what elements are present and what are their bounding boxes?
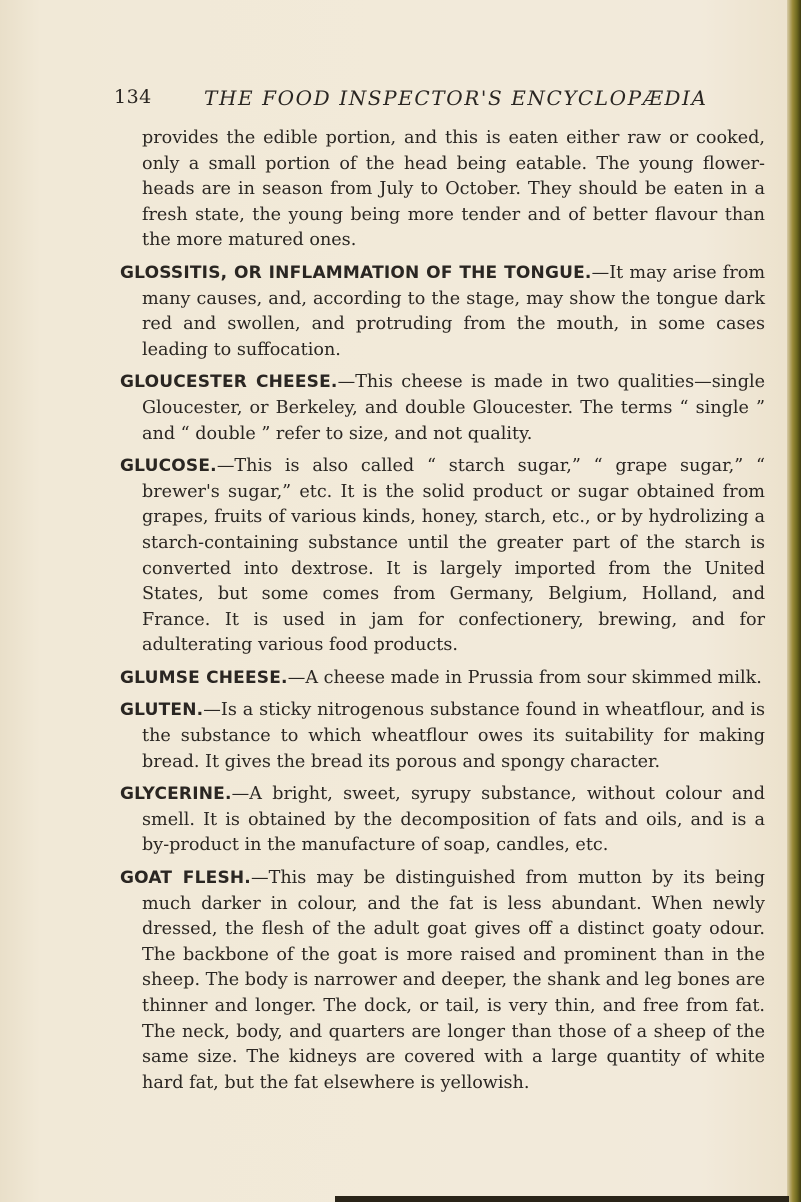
entry-glucose [120, 454, 765, 659]
entry-gluten [120, 698, 765, 775]
entry-glycerine [120, 782, 765, 859]
entry-text: —A bright, sweet, syrupy substance, without colour and smell. It is obtained by the decomposition of fats and oils, and is a by-product in the manufacture of soap, candles, etc. [142, 784, 765, 856]
entry-headword: GLUTEN. [120, 700, 204, 721]
entry-text: —Is a sticky nitrogenous substance found in wheatflour, and is the substance to which wheatflour owes its suitability for making bread. It gives the bread its porous and spongy character. [142, 700, 765, 772]
page-number: 134 [114, 86, 152, 108]
entry-headword: GLYCERINE. [120, 784, 232, 805]
entry-text: —It may arise from many causes, and, according to the stage, may show the tongue dark red and swollen, and protruding from the mouth, in some cases leading to suffocation. [142, 262, 766, 360]
page-body [120, 126, 765, 1103]
entry-headword: GLUCOSE. [120, 456, 217, 477]
page-edge-shadow [787, 0, 801, 1202]
entry-text: —This may be distinguished from mutton by its being much darker in colour, and the fat is less abundant. When newly dressed, the flesh of the adult goat gives off a distinct goaty odour. The backbone of the goat is more raised and prominent than in the sheep. The body is narrower and deeper, the shank and leg bones are thinner and longer. The dock, or tail, is very thin, and free from fat. The neck, body, and quarters are longer than those of a sheep of the same size. The kidneys are covered with a large quantity of white hard fat, but the fat elsewhere is yellowish. [142, 868, 765, 1093]
entry-gloucester-cheese [120, 370, 765, 447]
entry-headword: GOAT FLESH. [120, 868, 251, 889]
entry-headword: GLOUCESTER CHEESE. [120, 372, 338, 393]
bottom-rule [335, 1196, 789, 1202]
entry-glumse-cheese [120, 666, 765, 692]
entry-goat-flesh [120, 866, 765, 1096]
entry-text: —This cheese is made in two qualities—single Gloucester, or Berkeley, and double Gloucester. The terms “ single ” and “ double ” refer to size, and not quality. [142, 372, 765, 444]
entry-text: —A cheese made in Prussia from sour skimmed milk. [287, 667, 762, 688]
entry-headword: GLUMSE CHEESE. [120, 667, 288, 688]
entry-headword: GLOSSITIS, OR INFLAMMATION OF THE TONGUE. [120, 262, 592, 283]
page-header [114, 86, 714, 114]
entry-text: —This is also called “ starch sugar,” “ grape sugar,” “ brewer's sugar,” etc. It is the solid product or sugar obtained from grapes, fruits of various kinds, honey, starch, etc., or by hydrolizing a starch-containing substance until the greater part of the starch is converted into dextrose. It is largely imported from the United States, but some comes from Germany, Belgium, Holland, and France. It is used in jam for confectionery, brewing, and for adulterating various food products. [142, 456, 765, 656]
opening-paragraph: provides the edible portion, and this is eaten either raw or cooked, only a small portion of the head being eatable. The young flower-heads are in season from July to October. They should be eaten in a fresh state, the young being more tender and of better flavour than the more matured ones. [142, 128, 765, 251]
entry-glossitis [120, 261, 765, 363]
running-title: THE FOOD INSPECTOR'S ENCYCLOPÆDIA [204, 86, 708, 110]
